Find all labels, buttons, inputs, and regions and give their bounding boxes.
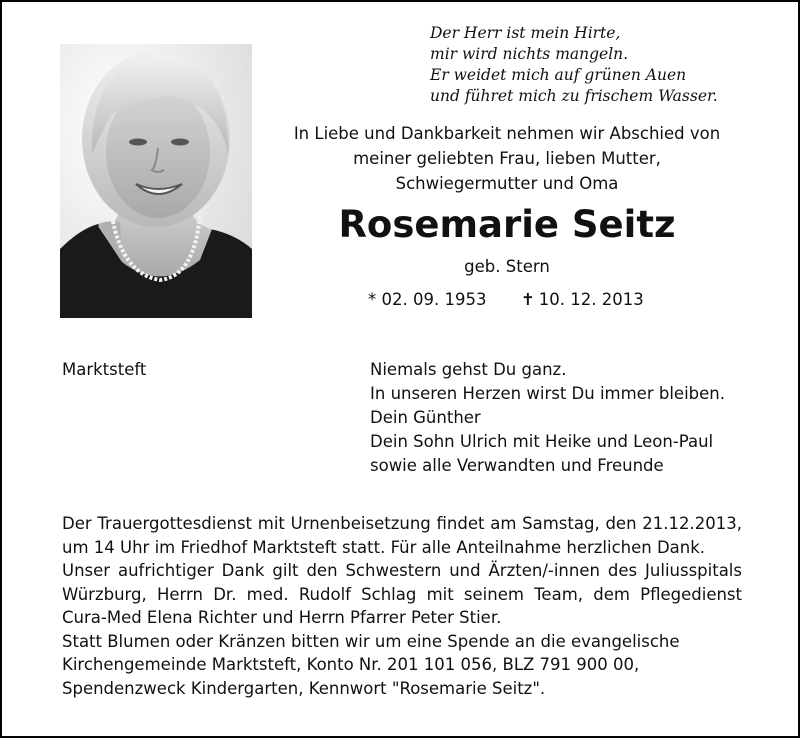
portrait-illustration [60,44,252,318]
family-line: Niemals gehst Du ganz. [370,360,567,379]
birth-star-icon: * [368,290,377,309]
deceased-name: Rosemarie Seitz [338,203,676,246]
intro-text [272,121,742,196]
family-line: Dein Günther [370,408,481,427]
family-line: In unseren Herzen wirst Du immer bleiben. [370,384,725,403]
psalm-line: Er weidet mich auf grünen Auen [430,66,687,84]
psalm-quote [430,23,770,107]
intro-line: meiner geliebten Frau, lieben Mutter, [353,149,661,168]
family-line: sowie alle Verwandten und Freunde [370,456,664,475]
donation-paragraph: Statt Blumen oder Kränzen bitten wir um eine Spende an die evangelische Kirchengemeinde Marktsteft, Konto Nr. 201 101 056, BLZ 791 900 00, Spendenzweck Kindergarten, Kennwort "Rosemarie Seitz". [62,631,680,698]
psalm-line: mir wird nichts mangeln. [430,45,629,63]
service-paragraph: Der Trauergottesdienst mit Urnenbeisetzung findet am Samstag, den 21.12.2013, um 14 Uhr im Friedhof Marktsteft statt. Für alle Anteilnahme herzlichen Dank. [62,514,742,557]
location: Marktsteft [62,360,147,379]
cross-icon: ✝ [520,290,535,309]
psalm-line: und führet mich zu frischem Wasser. [430,87,718,105]
service-details [62,512,742,700]
intro-line: In Liebe und Dankbarkeit nehmen wir Abschied von [293,124,721,143]
maiden-name: geb. Stern [464,257,550,276]
intro-line: Schwiegermutter und Oma [395,174,619,193]
thanks-paragraph: Unser aufrichtiger Dank gilt den Schwestern und Ärzten/-innen des Juliusspitals Würzburg, Herrn Dr. med. Rudolf Schlag mit seinem Team, dem Pflegedienst Cura-Med Elena Richter und Herrn Pfarrer Peter Stier. [62,561,742,627]
life-dates [368,288,644,312]
birth-date: 02. 09. 1953 [381,290,487,309]
family-signature [370,358,790,478]
family-line: Dein Sohn Ulrich mit Heike und Leon-Paul [370,432,714,451]
portrait-photo [60,44,252,318]
death-date: 10. 12. 2013 [538,290,644,309]
psalm-line: Der Herr ist mein Hirte, [430,24,621,42]
